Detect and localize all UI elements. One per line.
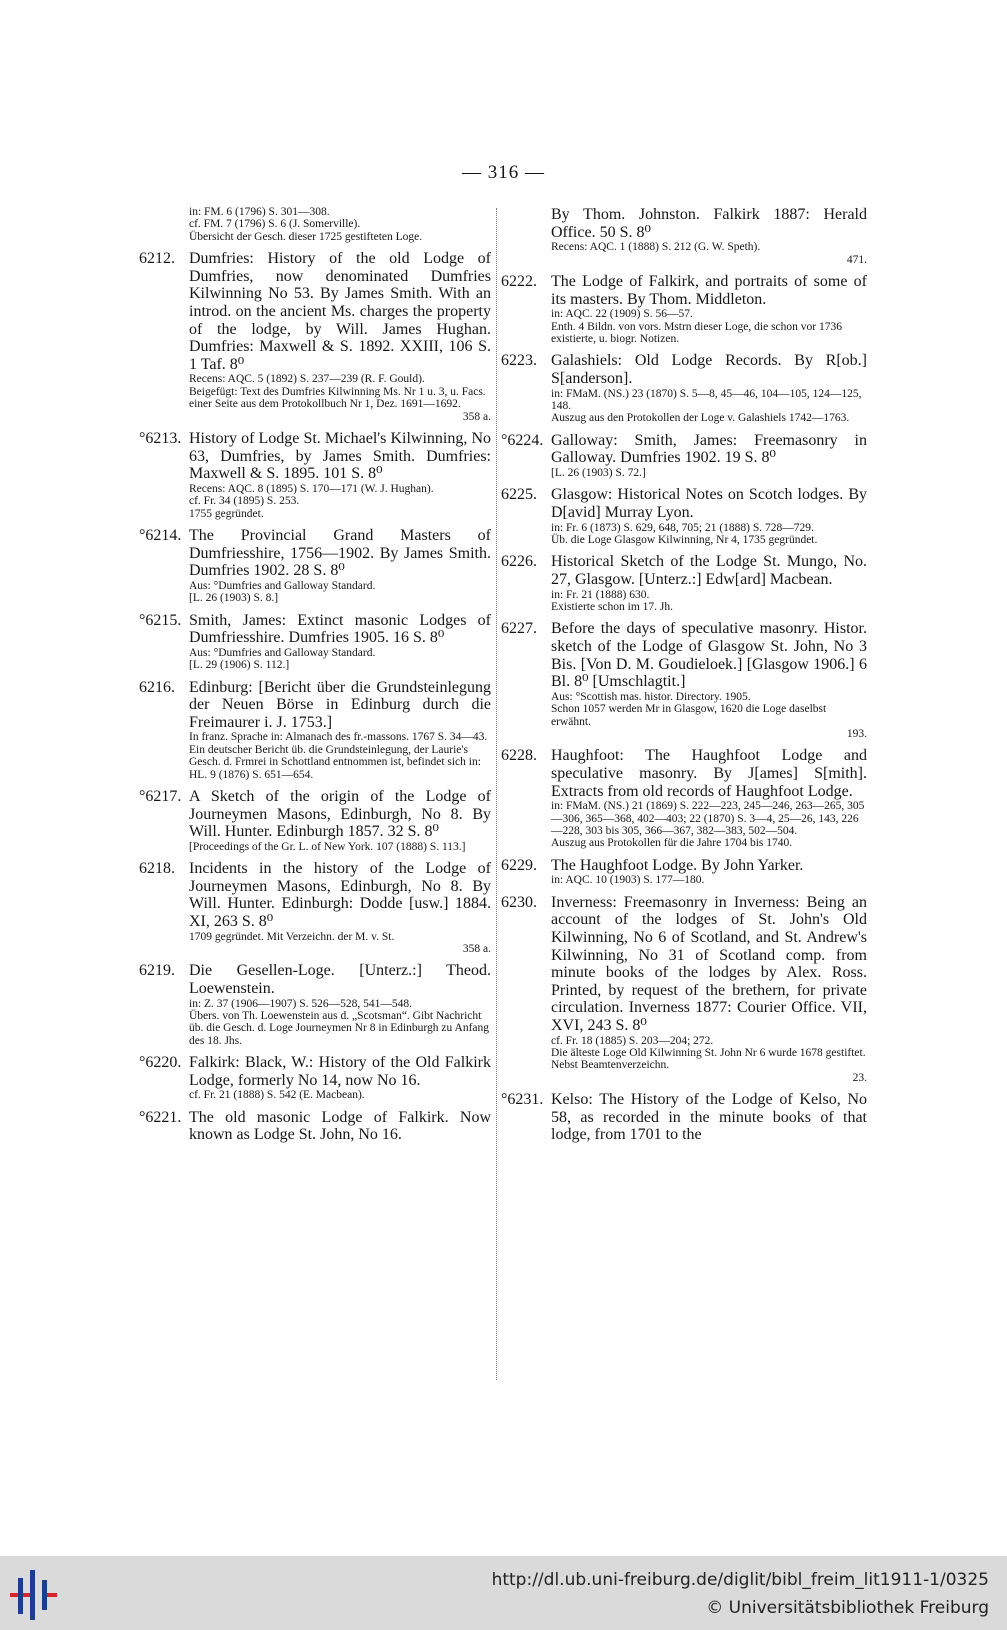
entry-note: in: Fr. 21 (1888) 630. bbox=[551, 588, 650, 601]
entry-number: °6220. bbox=[139, 1054, 182, 1072]
entry-note: Existierte schon im 17. Jh. bbox=[551, 601, 674, 613]
entry-title: A Sketch of the origin of the Lodge of Journeymen Masons, Edinburgh, No 8. By Will. Hunter. Edinburgh 1857. 32 S. 8⁰ bbox=[189, 788, 491, 841]
entry-number: °6213. bbox=[139, 430, 182, 447]
entry-citation bbox=[501, 273, 867, 308]
entry-citation bbox=[139, 860, 491, 930]
bibliography-entry bbox=[501, 352, 867, 424]
left-column bbox=[139, 206, 491, 1151]
bibliography-entry bbox=[501, 894, 867, 1084]
bibliography-entry bbox=[501, 620, 867, 740]
entry-number: 6227. bbox=[501, 620, 537, 638]
entry-title: Galashiels: Old Lodge Records. By R[ob.] S[anderson]. bbox=[551, 352, 867, 387]
entry-citation bbox=[501, 352, 867, 387]
entry-number: °6214. bbox=[139, 527, 182, 544]
entry-title: Smith, James: Extinct masonic Lodges of Dumfriesshire. Dumfries 1905. 16 S. 8⁰ bbox=[189, 611, 491, 647]
entry-note: [L. 26 (1903) S. 72.] bbox=[551, 467, 646, 479]
entry-note: Übers. von Th. Loewenstein aus d. „Scotsman“. Gibt Nachricht üb. die Gesch. d. Loge Journeymen Nr 8 in Edinburgh zu Anfang des 18. Jhs. bbox=[189, 1009, 490, 1047]
bibliography-entry bbox=[139, 679, 491, 781]
entry-citation bbox=[139, 962, 491, 997]
entry-shelfmark: 471. bbox=[846, 253, 867, 266]
entry-note: Recens: AQC. 1 (1888) S. 212 (G. W. Speth). bbox=[551, 241, 761, 254]
entry-number: °6224. bbox=[501, 431, 544, 449]
entry-title: Die Gesellen-Loge. [Unterz.:] Theod. Loewenstein. bbox=[189, 962, 491, 997]
entry-title: Inverness: Freemasonry in Inverness: Being an account of the lodges of St. John's Old Kilwinning, No 6 of Scotland, and St. Andrew's Kilwinning, No 31 of Scotland comp. from minute books of the lodges by Alex. Ross. Printed, by request of the brethern, for private circulation. Inverness 1877: Courier Office. VII, XVI, 243 S. 8⁰ bbox=[551, 893, 867, 1034]
entry-note: Ein deutscher Bericht üb. die Grundsteinlegung, der Laurie's Gesch. d. Frmrei in Schottland entnommen ist, befindet sich in: HL. 9 (1876) S. 651—654. bbox=[189, 743, 481, 781]
entry-citation bbox=[501, 486, 867, 521]
entry-note: Recens: AQC. 5 (1892) S. 237—239 (R. F. Gould). bbox=[189, 373, 425, 386]
entry-title: By Thom. Johnston. Falkirk 1887: Herald Office. 50 S. 8⁰ bbox=[551, 206, 867, 241]
bibliography-entry bbox=[139, 206, 491, 243]
entry-note: [L. 29 (1906) S. 112.] bbox=[189, 659, 290, 672]
entry-title: Historical Sketch of the Lodge St. Mungo, No. 27, Glasgow. [Unterz.:] Edw[ard] Macbean. bbox=[551, 553, 867, 588]
entry-number: 6229. bbox=[501, 856, 537, 874]
entry-note: in: AQC. 22 (1909) S. 56—57. bbox=[551, 308, 693, 321]
entry-title: Kelso: The History of the Lodge of Kelso, No 58, as recorded in the minute books of that lodge, from 1701 to the bbox=[551, 1091, 867, 1144]
entry-number: 6216. bbox=[139, 678, 175, 696]
entry-note: [L. 26 (1903) S. 8.] bbox=[189, 592, 279, 605]
bibliography-entry bbox=[139, 788, 491, 853]
entry-note: in: AQC. 10 (1903) S. 177—180. bbox=[551, 874, 705, 887]
entry-citation bbox=[139, 430, 491, 483]
entry-note: in: Z. 37 (1906—1907) S. 526—528, 541—548. bbox=[189, 997, 412, 1010]
entry-note: in: FMaM. (NS.) 23 (1870) S. 5—8, 45—46, 104—105, 124—125, 148. bbox=[551, 387, 862, 412]
entry-citation bbox=[501, 620, 867, 690]
entry-number: 6230. bbox=[501, 893, 537, 911]
entry-title: Glasgow: Historical Notes on Scotch lodges. By D[avid] Murray Lyon. bbox=[551, 486, 867, 521]
bibliography-entry bbox=[501, 857, 867, 887]
entry-note: in: FM. 6 (1796) S. 301—308. bbox=[189, 206, 330, 218]
entry-citation bbox=[139, 788, 491, 841]
page-number: — 316 — bbox=[462, 162, 545, 183]
entry-number: °6231. bbox=[501, 1091, 544, 1109]
bibliography-entry bbox=[501, 273, 867, 345]
entry-title: Edinburg: [Bericht über die Grundsteinlegung der Neuen Börse in Edinburg durch die Freimaurer i. J. 1753.] bbox=[189, 678, 491, 731]
entry-note: Aus: °Dumfries and Galloway Standard. bbox=[189, 579, 376, 592]
bibliography-entry bbox=[139, 250, 491, 423]
source-url-link[interactable]: http://dl.ub.uni-freiburg.de/diglit/bibl_freim_lit1911-1/0325 bbox=[491, 1570, 989, 1590]
entry-shelfmark: 193. bbox=[846, 728, 867, 740]
footer-bar bbox=[0, 1556, 1007, 1630]
entry-shelfmark: 358 a. bbox=[462, 410, 491, 423]
entry-number: 6222. bbox=[501, 273, 537, 290]
entry-note: Recens: AQC. 8 (1895) S. 170—171 (W. J. Hughan). bbox=[189, 482, 434, 495]
bibliography-entry bbox=[501, 206, 867, 266]
entry-number: 6225. bbox=[501, 486, 537, 504]
bibliography-entry bbox=[501, 486, 867, 546]
entry-citation bbox=[501, 206, 867, 241]
bibliography-entry bbox=[139, 1054, 491, 1102]
entry-note: Aus: °Scottish mas. histor. Directory. 1905. bbox=[551, 690, 751, 703]
bibliography-entry bbox=[139, 860, 491, 955]
bibliography-entry bbox=[139, 612, 491, 672]
entry-citation bbox=[139, 1109, 491, 1144]
entry-number: 6223. bbox=[501, 352, 537, 370]
entry-note: 1755 gegründet. bbox=[189, 507, 264, 520]
bibliography-entry bbox=[139, 527, 491, 605]
entry-number: 6226. bbox=[501, 553, 537, 571]
entry-title: Dumfries: History of the old Lodge of Dumfries, now denominated Dumfries Kilwinning No 53. By James Smith. With an introd. on the ancient Ms. charges the property of the lodge, by Will. James Hughan. Dumfries: Maxwell & S. 1892. XXIII, 106 S. 1 Taf. 8⁰ bbox=[189, 250, 491, 373]
entry-note: Die älteste Loge Old Kilwinning St. John Nr 6 wurde 1678 gestiftet. Nebst Beamtenverzeichn. bbox=[551, 1046, 866, 1072]
entry-citation bbox=[139, 250, 491, 373]
bibliography-entry bbox=[501, 432, 867, 480]
entry-citation bbox=[501, 857, 867, 875]
entry-note: cf. Fr. 21 (1888) S. 542 (E. Macbean). bbox=[189, 1089, 365, 1102]
bibliography-entry bbox=[501, 747, 867, 849]
entry-title: Haughfoot: The Haughfoot Lodge and speculative masonry. By J[ames] S[mith]. Extracts from old records of Haughfoot Lodge. bbox=[551, 747, 867, 800]
entry-note: Auszug aus den Protokollen der Loge v. Galashiels 1742—1763. bbox=[551, 412, 850, 425]
entry-note: in: Fr. 6 (1873) S. 629, 648, 705; 21 (1888) S. 728—729. bbox=[551, 521, 814, 534]
entry-number: 6212. bbox=[139, 250, 175, 268]
right-column bbox=[501, 206, 867, 1151]
entry-title: Falkirk: Black, W.: History of the Old Falkirk Lodge, formerly No 14, now No 16. bbox=[189, 1054, 491, 1089]
entry-number: °6221. bbox=[139, 1108, 182, 1126]
bibliography-entry bbox=[501, 1091, 867, 1144]
entry-citation bbox=[501, 432, 867, 467]
entry-citation bbox=[139, 527, 491, 580]
entry-note: cf. Fr. 34 (1895) S. 253. bbox=[189, 495, 300, 508]
entry-note: Übersicht der Gesch. dieser 1725 gestifteten Loge. bbox=[189, 230, 423, 243]
bibliography-entry bbox=[501, 553, 867, 613]
entry-number: 6219. bbox=[139, 962, 175, 980]
entry-note: cf. FM. 7 (1796) S. 6 (J. Somerville). bbox=[189, 218, 361, 231]
entry-shelfmark: 358 a. bbox=[462, 942, 491, 955]
entry-title: The old masonic Lodge of Falkirk. Now known as Lodge St. John, No 16. bbox=[189, 1108, 491, 1144]
entry-note: in: FMaM. (NS.) 21 (1869) S. 222—223, 245—246, 263—265, 305—306, 365—368, 402—403; 22 (1870) S. 3—4, 25—26, 143, 226—228, 303 bis 305, 366—367, 382—383, 502—504. bbox=[551, 800, 865, 837]
entry-title: The Lodge of Falkirk, and portraits of some of its masters. By Thom. Middleton. bbox=[551, 273, 867, 308]
entry-citation bbox=[501, 894, 867, 1035]
entry-number: 6218. bbox=[139, 860, 175, 878]
entry-number: °6217. bbox=[139, 788, 182, 805]
entry-note: 1709 gegründet. Mit Verzeichn. der M. v. St. bbox=[189, 930, 395, 943]
entry-title: History of Lodge St. Michael's Kilwinning, No 63, Dumfries, by James Smith. Dumfries: Maxwell & S. 1895. 101 S. 8⁰ bbox=[189, 430, 491, 483]
entry-citation bbox=[501, 1091, 867, 1144]
entry-citation bbox=[501, 747, 867, 800]
entry-title: The Haughfoot Lodge. By John Yarker. bbox=[551, 856, 804, 874]
copyright-text: © Universitätsbibliothek Freiburg bbox=[706, 1598, 989, 1618]
entry-note: Aus: °Dumfries and Galloway Standard. bbox=[189, 646, 376, 659]
entry-citation bbox=[139, 612, 491, 647]
entry-note: Beigefügt: Text des Dumfries Kilwinning Ms. Nr 1 u. 3, u. Facs. einer Seite aus dem Protokollbuch Nr 1, Dez. 1691—1692. bbox=[189, 385, 486, 411]
bibliography-entry bbox=[139, 430, 491, 520]
entry-title: Before the days of speculative masonry. Histor. sketch of the Lodge of Glasgow St. John, No 3 Bis. [Von D. M. Goudieloek.] [Glasgow 1906.] 6 Bl. 8⁰ [Umschlagtit.] bbox=[551, 620, 867, 691]
entry-shelfmark: 23. bbox=[852, 1071, 867, 1084]
entry-title: Incidents in the history of the Lodge of Journeymen Masons, Edinburgh, No 8. By Will. Hunter. Edinburgh: Dodde [usw.] 1884. XI, 263 S. 8⁰ bbox=[189, 860, 491, 930]
entry-citation bbox=[139, 679, 491, 732]
column-divider bbox=[496, 208, 497, 1380]
entry-note: In franz. Sprache in: Almanach des fr.-massons. 1767 S. 34—43. bbox=[189, 731, 488, 744]
entry-title: Galloway: Smith, James: Freemasonry in Galloway. Dumfries 1902. 19 S. 8⁰ bbox=[551, 431, 867, 467]
entry-note: Üb. die Loge Glasgow Kilwinning, Nr 4, 1735 gegründet. bbox=[551, 534, 818, 546]
entry-note: Auszug aus Protokollen für die Jahre 1704 bis 1740. bbox=[551, 837, 793, 850]
entry-note: Enth. 4 Bildn. von vors. Mstrn dieser Loge, die schon vor 1736 existierte, u. biogr. Notizen. bbox=[551, 320, 842, 345]
entry-number: °6215. bbox=[139, 611, 182, 629]
bibliography-entry bbox=[139, 962, 491, 1047]
bibliography-entry bbox=[139, 1109, 491, 1144]
entry-number: 6228. bbox=[501, 747, 537, 765]
entry-title: The Provincial Grand Masters of Dumfriesshire, 1756—1902. By James Smith. Dumfries 1902. 28 S. 8⁰ bbox=[189, 527, 491, 580]
university-library-logo-icon[interactable] bbox=[10, 1566, 66, 1622]
entry-note: [Proceedings of the Gr. L. of New York. 107 (1888) S. 113.] bbox=[189, 840, 466, 853]
entry-note: Schon 1057 werden Mr in Glasgow, 1620 die Loge daselbst erwähnt. bbox=[551, 703, 827, 728]
entry-citation bbox=[139, 1054, 491, 1089]
entry-citation bbox=[501, 553, 867, 588]
entry-note: cf. Fr. 18 (1885) S. 203—204; 272. bbox=[551, 1034, 714, 1047]
